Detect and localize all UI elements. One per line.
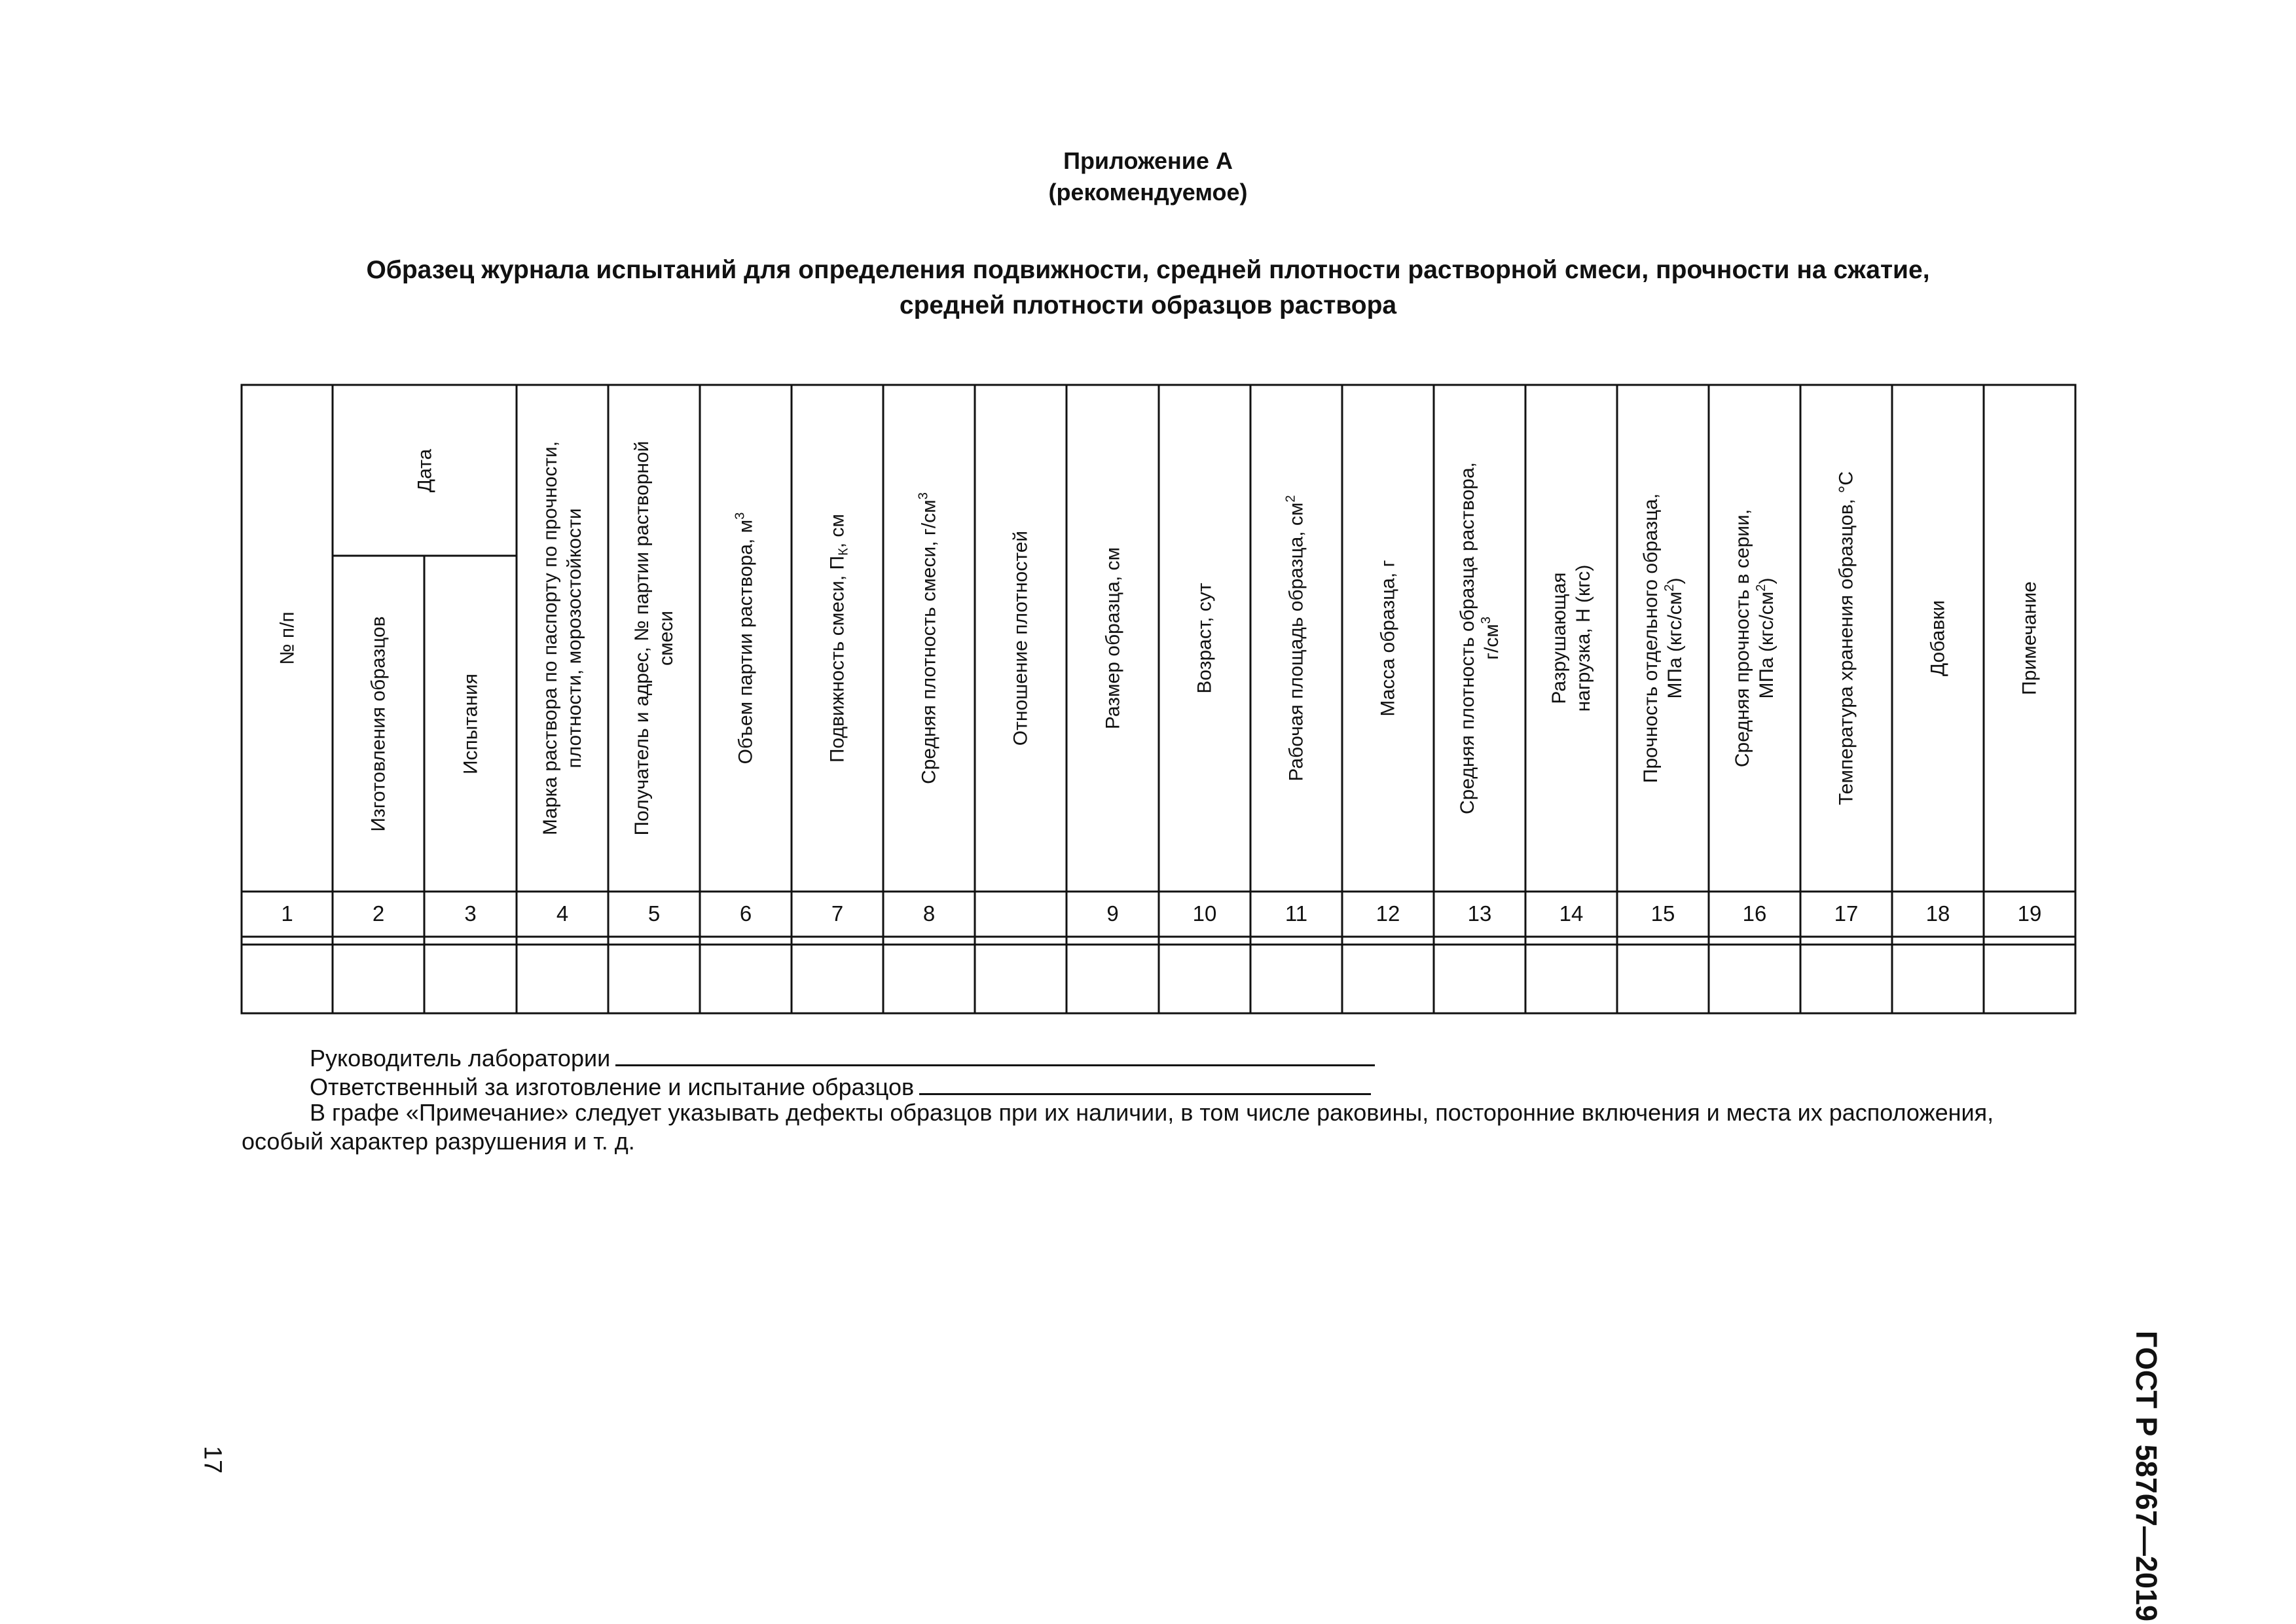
header-col-1 [242, 385, 333, 892]
title-line-2: средней плотности образцов раствора [899, 291, 1397, 319]
header-col-1-label: № п/п [276, 611, 298, 665]
column-number-14: 14 [1559, 901, 1584, 926]
header-col-18 [1892, 385, 1984, 892]
column-number-10: 10 [1192, 901, 1217, 926]
header-col-10 [1159, 385, 1250, 892]
column-number-16: 16 [1742, 901, 1767, 926]
header-col-8 [883, 385, 975, 892]
note-line-1: В графе «Примечание» следует указывать дефекты образцов при их наличии, в том числе раковины, посторонние включения и места их расположения, [310, 1099, 1994, 1126]
responsible-signature-line [310, 1070, 1371, 1102]
column-number-11: 11 [1285, 901, 1308, 926]
column-number-18: 18 [1925, 901, 1950, 926]
appendix-label: Приложение А [1063, 147, 1233, 174]
lab-head-signature-field [615, 1041, 1375, 1066]
header-col-17-label: Температура хранения образцов, °С [1835, 471, 1857, 806]
header-date: Дата [414, 448, 435, 492]
standard-designation: ГОСТ Р 58767—2019 [2130, 1330, 2163, 1622]
header-col-7-label: Подвижность смеси, $П_К$, см [826, 513, 851, 763]
header-col-4 [517, 385, 608, 892]
responsible-signature-field [919, 1070, 1371, 1095]
column-number-5: 5 [647, 901, 661, 926]
header-col-15 [1617, 385, 1709, 892]
page-number: 17 [198, 1445, 227, 1474]
note-line-2: особый характер разрушения и т. д. [242, 1128, 635, 1155]
header-date-group [333, 385, 517, 556]
header-col-13 [1434, 385, 1525, 892]
column-number-7: 7 [831, 901, 844, 926]
header-col-15-label: Прочность отдельного образца, МПа $(кгс/см^2)$ [1640, 493, 1686, 784]
header-col-11 [1250, 385, 1342, 892]
header-col-9 [1066, 385, 1159, 892]
header-col-12-label: Масса образца, г [1377, 560, 1399, 717]
header-col-16-label: Средняя прочность в серии, МПа $(кгс/см^2)$ [1732, 509, 1777, 768]
header-col-9-label: Размер образца, см [1102, 547, 1123, 730]
header-col-4-label: Марка раствора по паспорту по прочности, плотности, морозостойкости [539, 441, 585, 836]
header-col-3-label: Испытания [460, 673, 481, 774]
header-col-density-ratio-label: Отношение плотностей [1010, 530, 1032, 746]
title-line-1: Образец журнала испытаний для определения подвижности, средней плотности растворной смеси, прочности на сжатие, [366, 256, 1930, 284]
header-col-6 [700, 385, 792, 892]
header-col-3 [424, 556, 517, 892]
column-number-4: 4 [556, 901, 569, 926]
header-col-19-label: Примечание [2018, 581, 2041, 695]
header-col-17 [1800, 385, 1892, 892]
header-col-10-label: Возраст, сут [1194, 583, 1216, 694]
column-number-12: 12 [1376, 901, 1400, 926]
header-col-density-ratio [975, 385, 1066, 892]
header-col-12 [1342, 385, 1434, 892]
header-col-19 [1984, 385, 2075, 892]
header-col-14 [1525, 385, 1617, 892]
header-col-5 [608, 385, 700, 892]
lab-head-signature-line [310, 1041, 1375, 1073]
column-number-13: 13 [1467, 901, 1492, 926]
header-col-14-label: Разрушающая нагрузка, Н (кгс) [1548, 564, 1594, 712]
column-number-3: 3 [464, 901, 477, 926]
header-col-16 [1709, 385, 1800, 892]
column-number-19: 19 [2017, 901, 2042, 926]
header-col-11-label: Рабочая площадь образца, $см^2$ [1283, 495, 1307, 782]
responsible-label: Ответственный за изготовление и испытание образцов [310, 1074, 915, 1100]
column-number-9: 9 [1106, 901, 1119, 926]
column-number-1: 1 [281, 901, 293, 926]
header-col-6-label: Объем партии раствора, $м^3$ [733, 512, 757, 765]
header-col-8-label: Средняя плотность смеси, $г/см^3$ [916, 492, 940, 784]
header-col-13-label: Средняя плотность образца раствора, $г/см^3$ [1457, 461, 1503, 815]
column-number-17: 17 [1834, 901, 1859, 926]
column-number-15: 15 [1650, 901, 1675, 926]
appendix-note: (рекомендуемое) [1048, 179, 1248, 206]
header-col-2 [333, 556, 424, 892]
column-number-2: 2 [372, 901, 385, 926]
header-col-18-label: Добавки [1927, 600, 1949, 677]
column-number-8: 8 [922, 901, 936, 926]
header-col-5-label: Получатель и адрес, № партии растворной смеси [631, 441, 677, 836]
column-number-6: 6 [739, 901, 752, 926]
header-col-7 [792, 385, 883, 892]
header-col-2-label: Изготовления образцов [367, 615, 390, 832]
lab-head-label: Руководитель лаборатории [310, 1045, 611, 1072]
